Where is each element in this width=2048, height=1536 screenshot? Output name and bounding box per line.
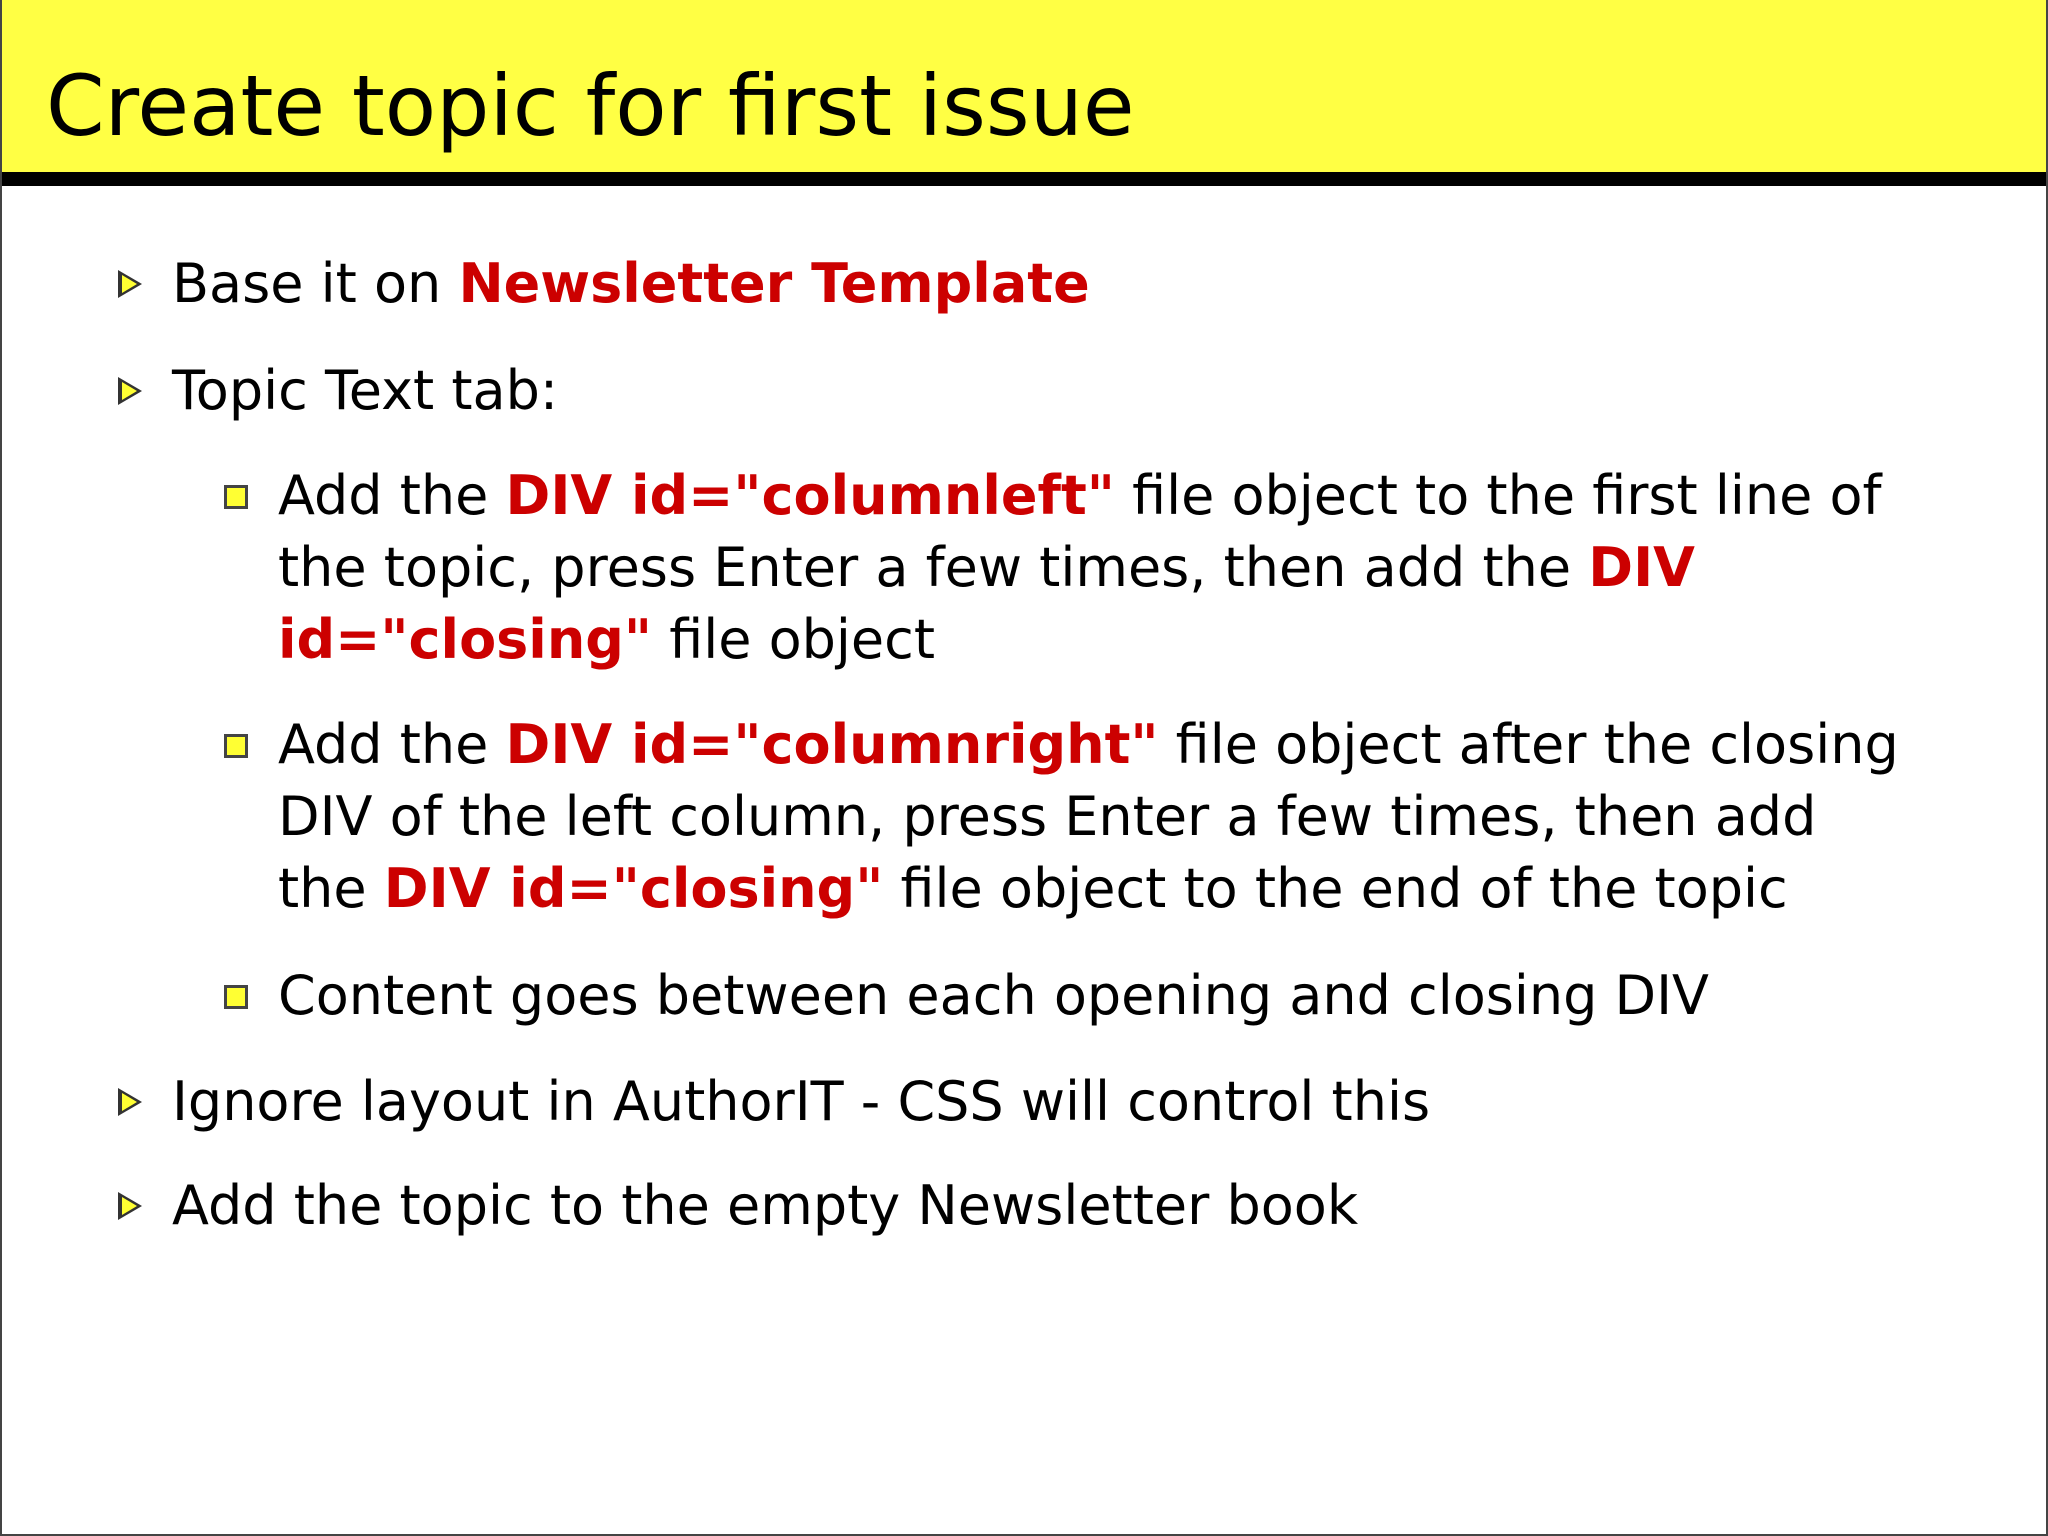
square-bullet-icon xyxy=(224,485,248,509)
triangle-bullet-icon xyxy=(118,1192,142,1220)
subbullet-columnleft xyxy=(278,460,1918,676)
bullet-text: file object to the first line of the topic, press Enter a few times, then add the xyxy=(278,464,1882,599)
bullet-base-template xyxy=(172,248,1972,320)
bullet-text: Content goes between each opening and closing DIV xyxy=(278,964,1709,1027)
triangle-bullet-icon xyxy=(118,1088,142,1116)
emphasis-text: DIV id="closing" xyxy=(383,857,884,920)
bullet-text: file object after the closing DIV of the left column, press Enter a few times, then add the xyxy=(278,713,1899,920)
slide-body xyxy=(2,0,2046,1536)
emphasis-text: DIV id="columnright" xyxy=(505,713,1159,776)
bullet-text: Base it on xyxy=(172,252,459,315)
subbullet-columnright xyxy=(278,709,1918,925)
bullet-text: file object xyxy=(652,608,936,671)
triangle-bullet-icon xyxy=(118,270,142,298)
bullet-ignore-layout xyxy=(172,1066,1972,1138)
emphasis-text: Newsletter Template xyxy=(458,252,1090,315)
slide-title: Create topic for first issue xyxy=(46,57,1135,155)
triangle-bullet-icon xyxy=(118,377,142,405)
subbullet-content xyxy=(278,960,1918,1032)
bullet-text: Ignore layout in AuthorIT - CSS will control this xyxy=(172,1070,1431,1133)
bullet-text: Add the xyxy=(278,464,506,527)
bullet-topic-text-tab xyxy=(172,355,1972,427)
bullet-text: file object to the end of the topic xyxy=(883,857,1788,920)
emphasis-text: DIV id="columnleft" xyxy=(505,464,1115,527)
square-bullet-icon xyxy=(224,734,248,758)
bullet-text: Add the topic to the empty Newsletter book xyxy=(172,1174,1359,1237)
emphasis-text: DIV id="closing" xyxy=(278,536,1695,671)
bullet-text: Add the xyxy=(278,713,506,776)
bullet-text: Topic Text tab: xyxy=(172,359,559,422)
bullet-add-to-book xyxy=(172,1170,1972,1242)
square-bullet-icon xyxy=(224,985,248,1009)
